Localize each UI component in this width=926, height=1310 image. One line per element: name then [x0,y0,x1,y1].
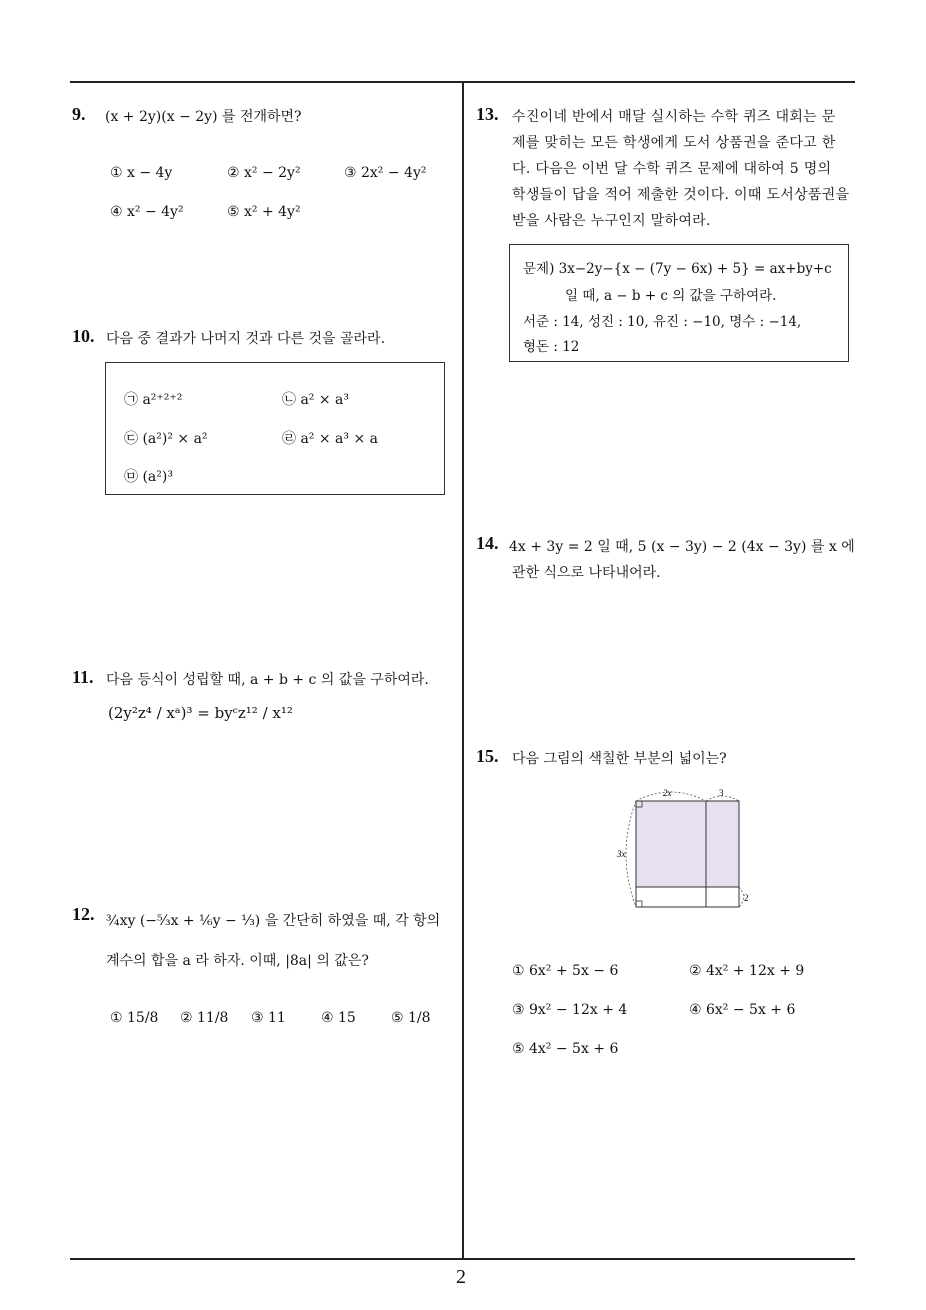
question-text-line2: 관한 식으로 나타내어라. [512,565,661,581]
question-number: 11. [72,667,94,687]
option-5[interactable]: ⑤ 4x² − 5x + 6 [512,1041,619,1057]
option-2[interactable]: ② 11/8 [180,1010,229,1026]
item-a: ㉠ a²⁺²⁺² [124,392,183,408]
question-number: 9. [72,104,86,124]
option-4[interactable]: ④ 6x² − 5x + 6 [689,1002,796,1018]
column-divider [462,81,464,1259]
brace-left [626,801,636,907]
question-text: 다음 등식이 성립할 때, a + b + c 의 값을 구하여라. [106,672,429,688]
label-top-right: 3 [719,788,724,798]
question-number: 15. [476,746,499,766]
question-text-line1: ¾xy (−⁵⁄₃x + ¹⁄₆y − ⅓) 을 간단히 하였을 때, 각 항의 [106,913,441,929]
box-line2: 일 때, a − b + c 의 값을 구하여라. [565,288,777,304]
question-number: 13. [476,104,499,124]
item-d: ㉣ a² × a³ × a [282,431,378,447]
option-3[interactable]: ③ 11 [251,1010,286,1026]
question-text-line4: 학생들이 답을 적어 제출한 것이다. 이때 도서상품권을 [512,187,850,203]
option-2[interactable]: ② x² − 2y² [227,165,301,181]
option-5[interactable]: ⑤ 1/8 [391,1010,431,1026]
item-e: ㉤ (a²)³ [124,469,173,485]
box-line1: 문제) 3x−2y−{x − (7y − 6x) + 5} = ax+by+c [523,261,832,277]
item-c: ㉢ (a²)² × a² [124,431,208,447]
area-figure [610,785,760,915]
question-text: 다음 중 결과가 나머지 것과 다른 것을 골라라. [106,331,386,347]
option-5[interactable]: ⑤ x² + 4y² [227,204,301,220]
question-text-line1: 4x + 3y = 2 일 때, 5 (x − 3y) − 2 (4x − 3y) 를 x 에 [509,539,855,555]
option-1[interactable]: ① 15/8 [110,1010,159,1026]
question-number: 10. [72,326,95,346]
question-text-line1: 수진이네 반에서 매달 실시하는 수학 퀴즈 대회는 문 [512,109,836,125]
question-text-line2: 제를 맞히는 모든 학생에게 도서 상품권을 준다고 한 [512,135,836,151]
box-line3: 서준 : 14, 성진 : 10, 유진 : −10, 명수 : −14, [523,314,802,330]
brace-bottom-right [739,887,744,907]
question-number: 14. [476,533,499,553]
shaded-region [636,801,739,887]
right-angle-mark-bottom [636,901,642,907]
option-3[interactable]: ③ 2x² − 4y² [344,165,427,181]
question-text: 다음 그림의 색칠한 부분의 넓이는? [512,751,727,767]
option-1[interactable]: ① x − 4y [110,165,173,181]
item-b: ㉡ a² × a³ [282,392,349,408]
box-line4: 형돈 : 12 [523,339,580,355]
label-top-left: 2x [663,788,672,798]
question-text-line2: 계수의 합을 a 라 하자. 이때, |8a| 의 값은? [106,953,369,969]
question-text-line3: 다. 다음은 이번 달 수학 퀴즈 문제에 대하여 5 명의 [512,161,832,177]
question-number: 12. [72,904,95,924]
page-number: 2 [456,1266,466,1288]
question-text-line5: 받을 사람은 누구인지 말하여라. [512,213,711,229]
option-4[interactable]: ④ x² − 4y² [110,204,184,220]
bottom-rule [70,1258,855,1260]
option-1[interactable]: ① 6x² + 5x − 6 [512,963,619,979]
option-2[interactable]: ② 4x² + 12x + 9 [689,963,805,979]
label-bottom-right: 2 [744,893,749,903]
equation: (2y²z⁴ / xᵃ)³ = byᶜz¹² / x¹² [108,704,293,722]
question-text: (x + 2y)(x − 2y) 를 전개하면? [105,109,302,125]
option-3[interactable]: ③ 9x² − 12x + 4 [512,1002,628,1018]
label-left: 3x [617,849,626,859]
option-4[interactable]: ④ 15 [321,1010,356,1026]
